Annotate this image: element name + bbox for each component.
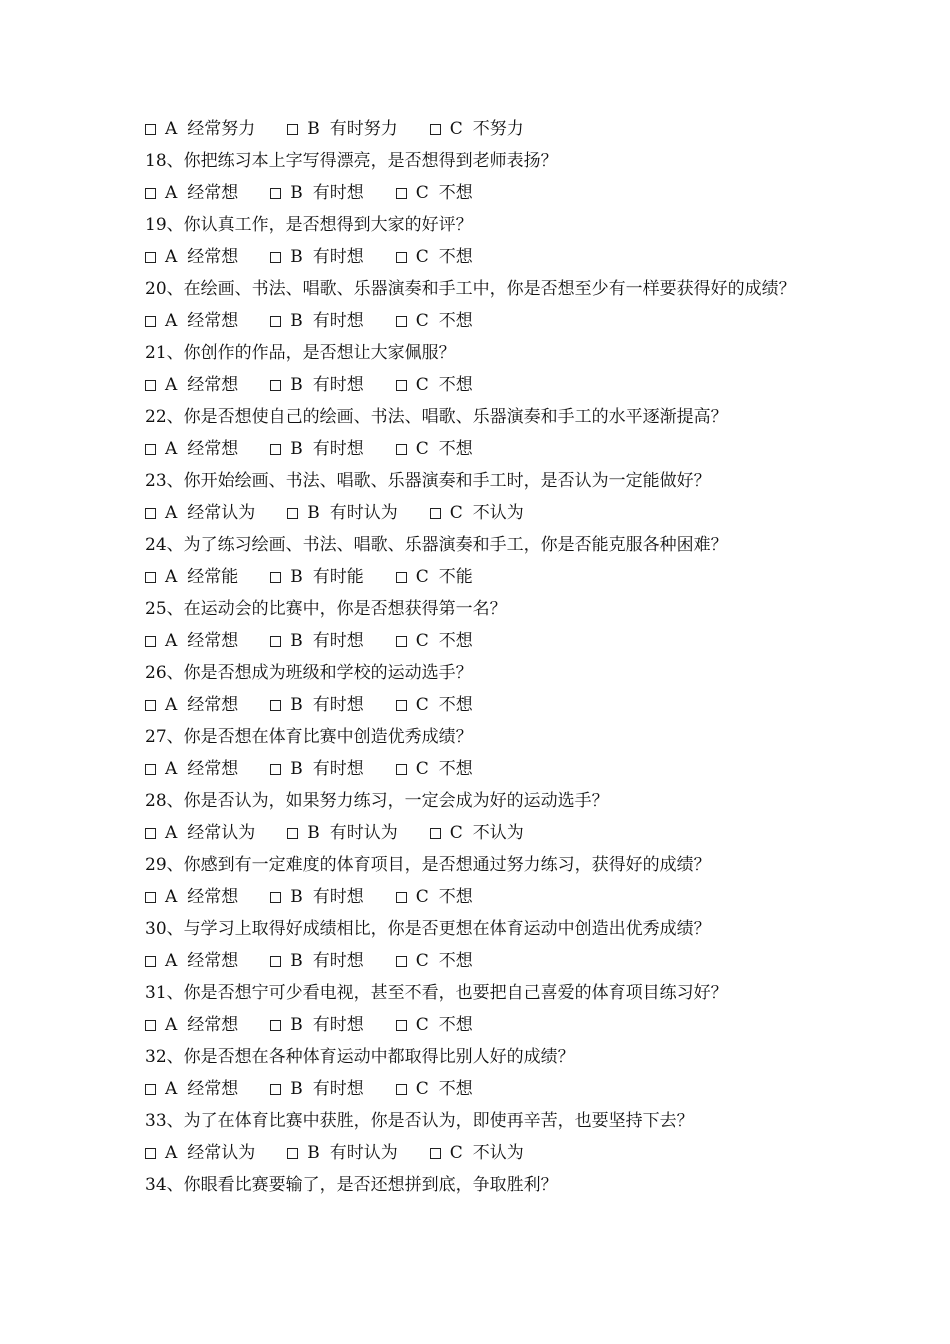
question-text: 32、你是否想在各种体育运动中都取得比别人好的成绩？ xyxy=(145,1047,575,1067)
answer-option-b[interactable] xyxy=(270,561,364,593)
checkbox[interactable] xyxy=(145,508,156,519)
checkbox[interactable] xyxy=(145,1084,156,1095)
option-label: 不认为 xyxy=(472,823,524,843)
option-letter: A xyxy=(165,503,178,523)
question-item xyxy=(145,337,805,369)
option-letter: B xyxy=(290,247,303,267)
answer-option-a[interactable] xyxy=(145,945,238,977)
checkbox[interactable] xyxy=(145,444,156,455)
checkbox[interactable] xyxy=(145,700,156,711)
question-text: 21、你创作的作品，是否想让大家佩服？ xyxy=(145,343,456,363)
answer-option-b[interactable] xyxy=(270,1073,364,1105)
answer-options-row xyxy=(145,305,805,337)
option-label: 经常想 xyxy=(187,311,239,331)
option-label: 有时想 xyxy=(312,951,364,971)
answer-option-b[interactable] xyxy=(287,497,398,529)
option-letter: B xyxy=(290,375,303,395)
option-letter: C xyxy=(415,375,429,395)
question-text: 29、你感到有一定难度的体育项目，是否想通过努力练习，获得好的成绩？ xyxy=(145,855,711,875)
question-text: 24、为了练习绘画、书法、唱歌、乐器演奏和手工，你是否能克服各种困难？ xyxy=(145,535,728,555)
answer-option-b[interactable] xyxy=(270,433,364,465)
option-letter: A xyxy=(165,759,178,779)
option-letter: B xyxy=(290,439,303,459)
answer-option-c[interactable] xyxy=(430,1137,524,1169)
checkbox[interactable] xyxy=(430,508,441,519)
checkbox[interactable] xyxy=(270,892,281,903)
option-label: 有时想 xyxy=(312,759,364,779)
checkbox[interactable] xyxy=(145,188,156,199)
option-letter: B xyxy=(290,567,303,587)
option-letter: B xyxy=(290,951,303,971)
option-label: 不认为 xyxy=(472,1143,524,1163)
answer-option-b[interactable] xyxy=(287,113,398,145)
question-item xyxy=(145,1169,805,1201)
option-label: 不能 xyxy=(438,567,473,587)
option-label: 不想 xyxy=(438,951,473,971)
option-label: 有时能 xyxy=(312,567,364,587)
option-label: 不想 xyxy=(438,1079,473,1099)
option-label: 经常想 xyxy=(187,439,239,459)
question-item xyxy=(145,593,805,625)
question-text: 34、你眼看比赛要输了，是否还想拼到底，争取胜利？ xyxy=(145,1175,558,1195)
answer-option-c[interactable] xyxy=(396,1009,473,1041)
question-item xyxy=(145,1105,805,1137)
option-letter: A xyxy=(165,439,178,459)
answer-option-b[interactable] xyxy=(270,625,364,657)
checkbox[interactable] xyxy=(270,380,281,391)
answer-options-row xyxy=(145,689,805,721)
option-letter: A xyxy=(165,631,178,651)
option-letter: B xyxy=(307,119,320,139)
question-text: 31、你是否想宁可少看电视，甚至不看，也要把自己喜爱的体育项目练习好？ xyxy=(145,983,728,1003)
checkbox[interactable] xyxy=(270,636,281,647)
option-letter: C xyxy=(415,439,429,459)
question-item xyxy=(145,849,805,881)
answer-options-row xyxy=(145,1137,805,1169)
option-label: 不想 xyxy=(438,375,473,395)
question-text: 28、你是否认为，如果努力练习，一定会成为好的运动选手？ xyxy=(145,791,609,811)
answer-option-c[interactable] xyxy=(430,497,524,529)
option-letter: B xyxy=(290,695,303,715)
question-text: 20、在绘画、书法、唱歌、乐器演奏和手工中，你是否想至少有一样要获得好的成绩？ xyxy=(145,279,796,299)
answer-option-a[interactable] xyxy=(145,369,238,401)
question-item xyxy=(145,529,805,561)
option-letter: B xyxy=(290,1015,303,1035)
answer-option-a[interactable] xyxy=(145,561,238,593)
option-label: 经常想 xyxy=(187,759,239,779)
option-letter: C xyxy=(415,247,429,267)
option-label: 不想 xyxy=(438,887,473,907)
option-letter: C xyxy=(415,1015,429,1035)
answer-options-row xyxy=(145,241,805,273)
checkbox[interactable] xyxy=(270,316,281,327)
answer-option-a[interactable] xyxy=(145,689,238,721)
option-label: 不想 xyxy=(438,759,473,779)
option-label: 经常认为 xyxy=(187,503,256,523)
answer-options-row xyxy=(145,881,805,913)
option-letter: B xyxy=(307,503,320,523)
answer-option-a[interactable] xyxy=(145,1073,238,1105)
option-label: 有时努力 xyxy=(329,119,398,139)
checkbox[interactable] xyxy=(270,188,281,199)
answer-option-c[interactable] xyxy=(396,1073,473,1105)
option-label: 有时想 xyxy=(312,1079,364,1099)
checkbox[interactable] xyxy=(270,764,281,775)
answer-option-b[interactable] xyxy=(270,881,364,913)
answer-option-b[interactable] xyxy=(270,945,364,977)
answer-option-a[interactable] xyxy=(145,881,238,913)
option-label: 经常想 xyxy=(187,1015,239,1035)
option-label: 经常能 xyxy=(187,567,239,587)
checkbox[interactable] xyxy=(145,828,156,839)
option-letter: A xyxy=(165,695,178,715)
answer-option-b[interactable] xyxy=(270,241,364,273)
answer-option-b[interactable] xyxy=(270,1009,364,1041)
option-letter: C xyxy=(415,695,429,715)
checkbox[interactable] xyxy=(145,892,156,903)
option-label: 有时想 xyxy=(312,311,364,331)
checkbox[interactable] xyxy=(396,1020,407,1031)
checkbox[interactable] xyxy=(145,316,156,327)
option-label: 经常想 xyxy=(187,631,239,651)
answer-option-a[interactable] xyxy=(145,113,255,145)
option-label: 有时想 xyxy=(312,887,364,907)
option-letter: C xyxy=(415,631,429,651)
option-letter: A xyxy=(165,183,178,203)
answer-option-a[interactable] xyxy=(145,433,238,465)
answer-option-a[interactable] xyxy=(145,497,255,529)
question-text: 23、你开始绘画、书法、唱歌、乐器演奏和手工时，是否认为一定能做好？ xyxy=(145,471,711,491)
answer-option-b[interactable] xyxy=(270,753,364,785)
checkbox[interactable] xyxy=(270,956,281,967)
option-letter: A xyxy=(165,823,178,843)
option-letter: B xyxy=(290,183,303,203)
option-letter: C xyxy=(415,311,429,331)
option-letter: A xyxy=(165,247,178,267)
answer-options-row xyxy=(145,817,805,849)
question-text: 26、你是否想成为班级和学校的运动选手？ xyxy=(145,663,473,683)
option-label: 有时想 xyxy=(312,1015,364,1035)
checkbox[interactable] xyxy=(287,124,298,135)
option-label: 有时认为 xyxy=(329,503,398,523)
question-item xyxy=(145,977,805,1009)
question-item xyxy=(145,785,805,817)
checkbox[interactable] xyxy=(396,1084,407,1095)
answer-option-b[interactable] xyxy=(287,817,398,849)
answer-option-c[interactable] xyxy=(396,689,473,721)
answer-option-a[interactable] xyxy=(145,177,238,209)
option-letter: B xyxy=(290,759,303,779)
answer-option-c[interactable] xyxy=(396,561,473,593)
option-label: 经常想 xyxy=(187,247,239,267)
question-text: 19、你认真工作，是否想得到大家的好评？ xyxy=(145,215,473,235)
option-letter: B xyxy=(307,1143,320,1163)
option-letter: C xyxy=(415,183,429,203)
option-label: 有时认为 xyxy=(329,823,398,843)
answer-option-a[interactable] xyxy=(145,817,255,849)
option-letter: C xyxy=(415,1079,429,1099)
option-letter: A xyxy=(165,1079,178,1099)
option-letter: B xyxy=(290,1079,303,1099)
answer-option-a[interactable] xyxy=(145,1137,255,1169)
checkbox[interactable] xyxy=(270,444,281,455)
option-label: 经常想 xyxy=(187,695,239,715)
checkbox[interactable] xyxy=(145,956,156,967)
question-text: 27、你是否想在体育比赛中创造优秀成绩？ xyxy=(145,727,473,747)
answer-option-c[interactable] xyxy=(396,369,473,401)
answer-option-c[interactable] xyxy=(396,433,473,465)
question-item xyxy=(145,1041,805,1073)
question-item xyxy=(145,657,805,689)
answer-options-row xyxy=(145,625,805,657)
answer-options-row xyxy=(145,1009,805,1041)
question-item xyxy=(145,721,805,753)
answer-option-c[interactable] xyxy=(396,177,473,209)
option-letter: C xyxy=(415,759,429,779)
option-label: 经常想 xyxy=(187,375,239,395)
answer-options-row xyxy=(145,1073,805,1105)
checkbox[interactable] xyxy=(270,252,281,263)
question-text: 18、你把练习本上字写得漂亮，是否想得到老师表扬？ xyxy=(145,151,558,171)
checkbox[interactable] xyxy=(430,1148,441,1159)
option-letter: C xyxy=(449,1143,463,1163)
answer-option-b[interactable] xyxy=(270,177,364,209)
checkbox[interactable] xyxy=(396,316,407,327)
checkbox[interactable] xyxy=(430,124,441,135)
option-label: 有时想 xyxy=(312,631,364,651)
answer-option-c[interactable] xyxy=(396,753,473,785)
question-item xyxy=(145,145,805,177)
answer-option-a[interactable] xyxy=(145,1009,238,1041)
option-letter: A xyxy=(165,951,178,971)
option-letter: A xyxy=(165,567,178,587)
checkbox[interactable] xyxy=(145,252,156,263)
answer-option-c[interactable] xyxy=(430,113,524,145)
question-item xyxy=(145,465,805,497)
option-letter: B xyxy=(290,311,303,331)
checkbox[interactable] xyxy=(396,380,407,391)
answer-options-row xyxy=(145,497,805,529)
option-label: 不想 xyxy=(438,695,473,715)
option-letter: A xyxy=(165,1143,178,1163)
option-letter: B xyxy=(307,823,320,843)
checkbox[interactable] xyxy=(396,892,407,903)
option-letter: C xyxy=(415,887,429,907)
question-text: 22、你是否想使自己的绘画、书法、唱歌、乐器演奏和手工的水平逐渐提高？ xyxy=(145,407,728,427)
answer-option-c[interactable] xyxy=(396,881,473,913)
question-item xyxy=(145,401,805,433)
checkbox[interactable] xyxy=(287,828,298,839)
option-label: 有时认为 xyxy=(329,1143,398,1163)
option-label: 不想 xyxy=(438,247,473,267)
option-label: 不想 xyxy=(438,311,473,331)
option-letter: C xyxy=(449,119,463,139)
checkbox[interactable] xyxy=(145,380,156,391)
option-letter: B xyxy=(290,631,303,651)
option-label: 经常想 xyxy=(187,887,239,907)
option-label: 有时想 xyxy=(312,695,364,715)
checkbox[interactable] xyxy=(396,572,407,583)
option-label: 经常认为 xyxy=(187,823,256,843)
option-label: 不认为 xyxy=(472,503,524,523)
checkbox[interactable] xyxy=(396,188,407,199)
answer-option-c[interactable] xyxy=(430,817,524,849)
answer-option-b[interactable] xyxy=(270,369,364,401)
checkbox[interactable] xyxy=(145,572,156,583)
question-item xyxy=(145,913,805,945)
checkbox[interactable] xyxy=(396,636,407,647)
option-label: 不努力 xyxy=(472,119,524,139)
answer-options-row xyxy=(145,369,805,401)
question-text: 25、在运动会的比赛中，你是否想获得第一名？ xyxy=(145,599,507,619)
answer-option-c[interactable] xyxy=(396,305,473,337)
answer-options-row xyxy=(145,753,805,785)
answer-option-c[interactable] xyxy=(396,945,473,977)
answer-option-a[interactable] xyxy=(145,241,238,273)
option-letter: A xyxy=(165,1015,178,1035)
option-label: 经常想 xyxy=(187,951,239,971)
checkbox[interactable] xyxy=(270,1020,281,1031)
checkbox[interactable] xyxy=(396,764,407,775)
answer-option-b[interactable] xyxy=(270,305,364,337)
checkbox[interactable] xyxy=(145,636,156,647)
checkbox[interactable] xyxy=(287,508,298,519)
answer-options-row xyxy=(145,113,805,145)
checkbox[interactable] xyxy=(145,1020,156,1031)
question-text: 33、为了在体育比赛中获胜，你是否认为，即使再辛苦，也要坚持下去？ xyxy=(145,1111,694,1131)
option-label: 经常认为 xyxy=(187,1143,256,1163)
checkbox[interactable] xyxy=(287,1148,298,1159)
questionnaire-page xyxy=(145,113,805,1201)
option-letter: A xyxy=(165,375,178,395)
answer-options-row xyxy=(145,561,805,593)
checkbox[interactable] xyxy=(430,828,441,839)
question-item xyxy=(145,273,805,305)
answer-options-row xyxy=(145,945,805,977)
option-label: 经常想 xyxy=(187,183,239,203)
checkbox[interactable] xyxy=(396,956,407,967)
answer-option-a[interactable] xyxy=(145,305,238,337)
option-label: 不想 xyxy=(438,1015,473,1035)
checkbox[interactable] xyxy=(270,700,281,711)
option-label: 经常努力 xyxy=(187,119,256,139)
option-letter: C xyxy=(449,823,463,843)
option-label: 有时想 xyxy=(312,247,364,267)
checkbox[interactable] xyxy=(396,700,407,711)
answer-options-row xyxy=(145,433,805,465)
option-label: 有时想 xyxy=(312,439,364,459)
option-label: 不想 xyxy=(438,631,473,651)
checkbox[interactable] xyxy=(396,252,407,263)
answer-options-row xyxy=(145,177,805,209)
checkbox[interactable] xyxy=(145,124,156,135)
question-item xyxy=(145,209,805,241)
checkbox[interactable] xyxy=(270,572,281,583)
answer-option-a[interactable] xyxy=(145,625,238,657)
option-letter: C xyxy=(415,567,429,587)
answer-option-c[interactable] xyxy=(396,625,473,657)
option-letter: A xyxy=(165,887,178,907)
option-label: 有时想 xyxy=(312,375,364,395)
option-label: 有时想 xyxy=(312,183,364,203)
option-label: 不想 xyxy=(438,439,473,459)
option-letter: C xyxy=(415,951,429,971)
checkbox[interactable] xyxy=(396,444,407,455)
option-letter: C xyxy=(449,503,463,523)
option-letter: A xyxy=(165,311,178,331)
option-letter: A xyxy=(165,119,178,139)
question-text: 30、与学习上取得好成绩相比，你是否更想在体育运动中创造出优秀成绩？ xyxy=(145,919,711,939)
checkbox[interactable] xyxy=(145,764,156,775)
checkbox[interactable] xyxy=(270,1084,281,1095)
answer-option-a[interactable] xyxy=(145,753,238,785)
option-letter: B xyxy=(290,887,303,907)
checkbox[interactable] xyxy=(145,1148,156,1159)
option-label: 经常想 xyxy=(187,1079,239,1099)
answer-option-b[interactable] xyxy=(270,689,364,721)
option-label: 不想 xyxy=(438,183,473,203)
answer-option-b[interactable] xyxy=(287,1137,398,1169)
answer-option-c[interactable] xyxy=(396,241,473,273)
